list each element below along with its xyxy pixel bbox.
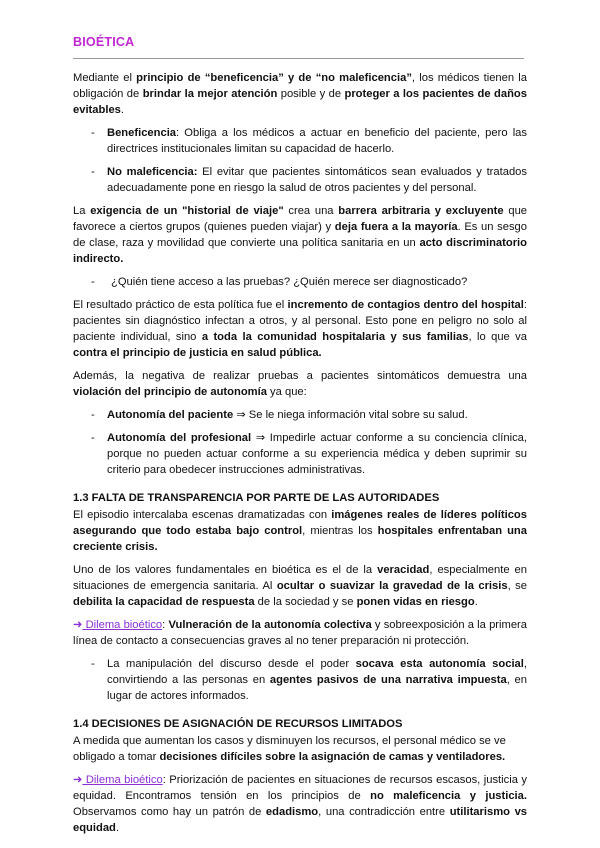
dilemma-link[interactable]: Dilema bioético xyxy=(82,774,163,786)
list-item: - Autonomía del profesional ⇒ Impedirle actuar conforme a su conciencia clínica, porque no pueden actuar conforme a su experiencia médica y deben suprimir su criterio para obedecer instrucciones administrativas. xyxy=(91,432,527,476)
arrow-icon: ➜ xyxy=(73,774,83,786)
arrow-icon: ➜ xyxy=(73,619,83,631)
dilemma-paragraph: ➜ Dilema bioético: Priorización de pacientes en situaciones de recursos escasos, justicia y equidad. Encontramos tensión en los principios de no maleficencia y justicia. Observamos como hay un patrón de edadismo, una contradicción entre utilitarismo vs equidad. xyxy=(73,774,528,834)
paragraph-travel-history: La exigencia de un "historial de viaje" crea una barrera arbitraria y excluyente que favorece a ciertos grupos (quienes pueden viajar) y deja fuera a la mayoría. Es un sesgo de clase, raza y movilidad que convierte una política sanitaria en un acto discriminatorio indirecto. xyxy=(73,205,528,265)
list-item: - Autonomía del paciente ⇒ Se le niega información vital sobre su salud. xyxy=(91,409,468,421)
paragraph-principles: Mediante el principio de “beneficencia” y de “no maleficencia”, los médicos tienen la obligación de brindar la mejor atención posible y de proteger a los pacientes de daños evitables. xyxy=(73,72,527,116)
list-item: - No maleficencia: El evitar que pacientes sintomáticos sean evaluados y tratados adecuadamente pone en riesgo la salud de otros pacientes y del personal. xyxy=(91,166,527,194)
dilemma-link[interactable]: Dilema bioético xyxy=(82,619,163,631)
paragraph-autonomy: Además, la negativa de realizar pruebas a pacientes sintomáticos demuestra una violación del principio de autonomía ya que: xyxy=(73,370,527,398)
paragraph-resources: A medida que aumentan los casos y disminuyen los recursos, el personal médico se ve obligado a tomar decisiones difíciles sobre la asignación de camas y ventiladores. xyxy=(73,735,506,763)
dilemma-paragraph: ➜ Dilema bioético: Vulneración de la autonomía colectiva y sobreexposición a la primera línea de contacto a consecuencias graves al no tener preparación ni protección. xyxy=(73,619,528,647)
list-item: - ¿Quién tiene acceso a las pruebas? ¿Quién merece ser diagnosticado? xyxy=(91,276,468,288)
section-heading-1-4: 1.4 DECISIONES DE ASIGNACIÓN DE RECURSOS LIMITADOS xyxy=(73,718,403,730)
document-body xyxy=(73,70,527,843)
section-heading-1-3: 1.3 FALTA DE TRANSPARENCIA POR PARTE DE LAS AUTORIDADES xyxy=(73,492,440,504)
paragraph-result: El resultado práctico de esta política fue el incremento de contagios dentro del hospital: pacientes sin diagnóstico infectan a otros, y al personal. Esto pone en peligro no solo al paciente individual, sino a toda la comunidad hospitalaria y sus familias, lo que va contra el principio de justicia en salud pública. xyxy=(73,299,527,359)
page-header: BIOÉTICA xyxy=(73,35,135,49)
header-divider xyxy=(73,58,524,59)
list-item: - Beneficencia: Obliga a los médicos a actuar en beneficio del paciente, pero las directrices institucionales limitan su capacidad de hacerlo. xyxy=(91,127,527,155)
list-item: - La manipulación del discurso desde el poder socava esta autonomía social, convirtiendo a las personas en agentes pasivos de una narrativa impuesta, en lugar de actores informados. xyxy=(91,658,528,702)
paragraph-leaders: El episodio intercalaba escenas dramatizadas con imágenes reales de líderes políticos asegurando que todo estaba bajo control, mientras los hospitales enfrentaban una creciente crisis. xyxy=(73,509,527,553)
paragraph-veracity: Uno de los valores fundamentales en bioética es el de la veracidad, especialmente en situaciones de emergencia sanitaria. Al ocultar o suavizar la gravedad de la crisis, se debilita la capacidad de respuesta de la sociedad y se ponen vidas en riesgo. xyxy=(73,564,527,608)
